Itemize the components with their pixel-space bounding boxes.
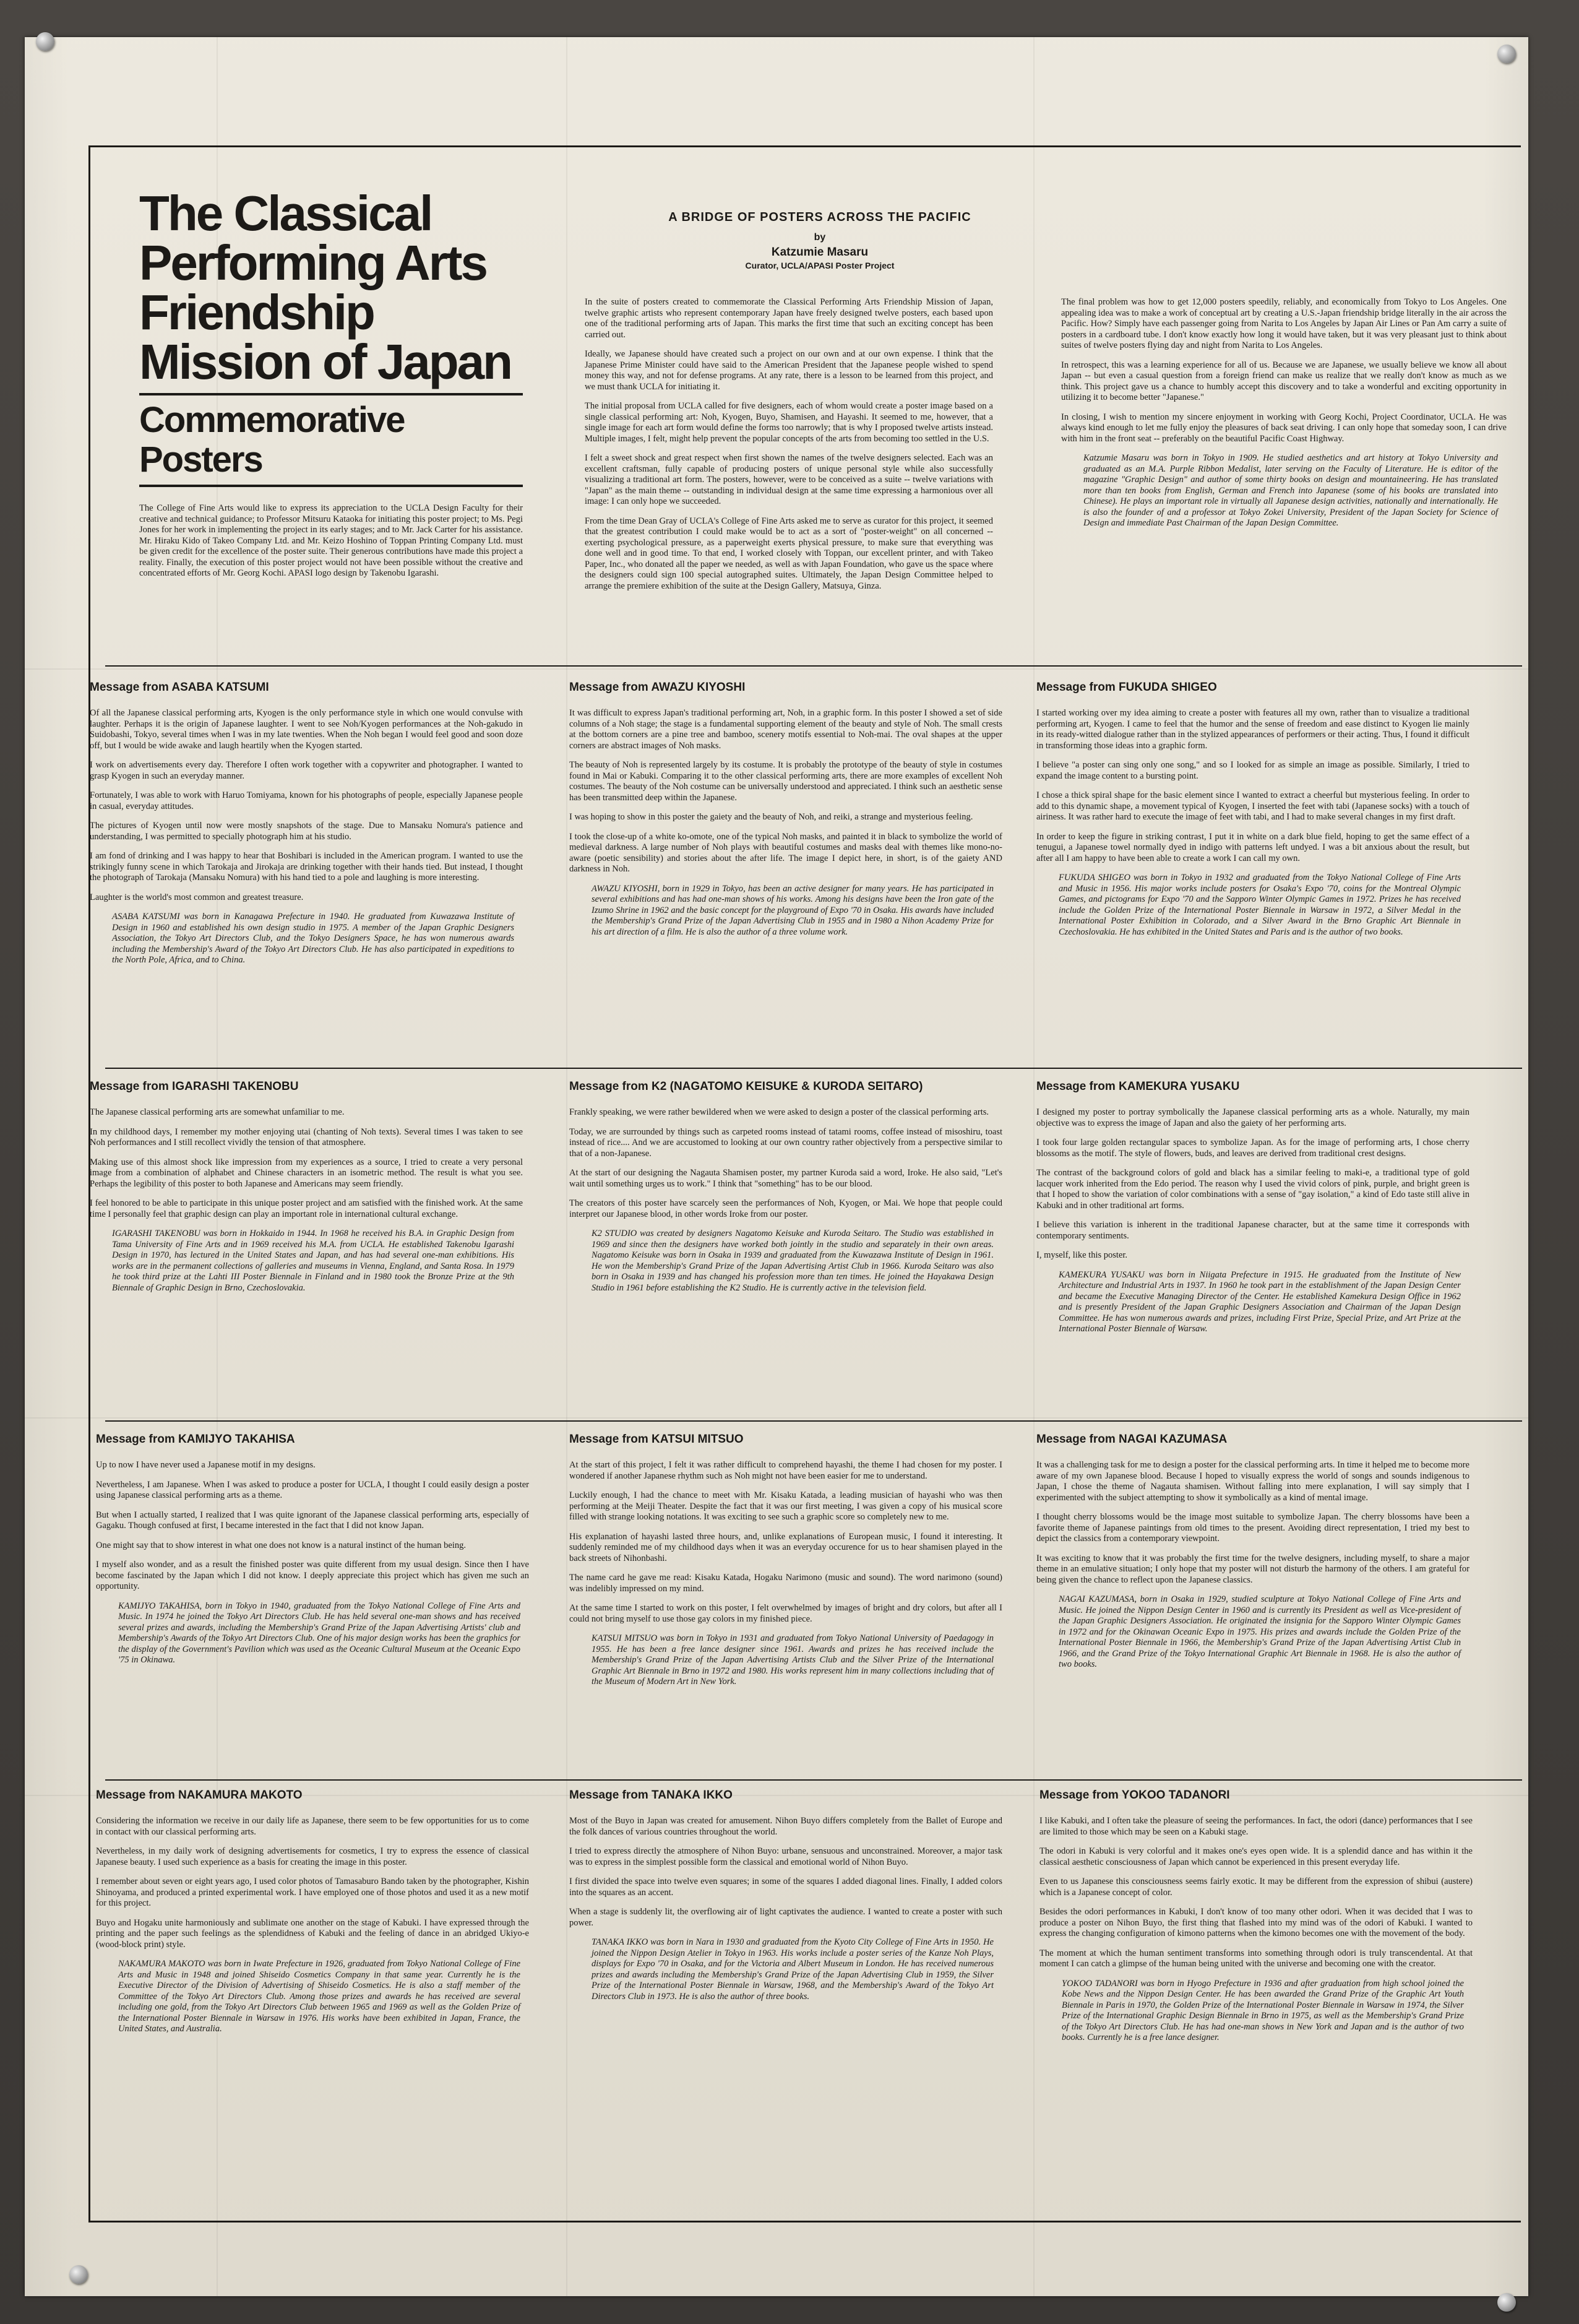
essay-paragraph: In retrospect, this was a learning experience for all of us. Because we are Japanese, we usually believe we know all about Japan -- but even a casual question from a foreign friend can make us realize that we really don't know as much as we think. This project gave us a chance to humbly accept this discovery and to take a wonderful and exciting opportunity in utilizing it to become better "Japanese." [1061,360,1507,402]
message-tanaka [569,1789,1002,2011]
designer-bio: TANAKA IKKO was born in Nara in 1930 and graduated from the Kyoto City College of Fine Arts in 1950. He joined the Nippon Design Atelier in Tokyo in 1963. His works include a poster series of the Kanze Noh Plays, displays for Expo '70 in Osaka, and for the Victoria and Albert Museum in London. He has received numerous prizes and awards including the Membership's Grand Prize of the Japan Advertising Club in 1959, the Silver Prize of the International Poster Biennale in Warsaw, 1968, and the Membership's Award of the Tokyo Art Directors Club in 1973. He is also the author of three books. [592,1937,994,2002]
message-paragraph: I like Kabuki, and I often take the pleasure of seeing the performances. In fact, the odori (dance) performances that I see are limited to those which may be seen on a Kabuki stage. [1039,1816,1473,1837]
message-paragraph: I tried to express directly the atmosphere of Nihon Buyo: urbane, sensuous and unconstrained. Moreover, a major task was to express in the simplest possible form the classical and emotional world of Nihon Buyo. [569,1846,1002,1867]
message-paragraph: The name card he gave me read: Kisaku Katada, Hogaku Narimono (music and sound). The word narimono (sound) was indelibly impressed on my mind. [569,1573,1002,1594]
essay-paragraph: In closing, I wish to mention my sincere enjoyment in working with Georg Kochi, Project Coordinator, UCLA. He was always kind enough to let me fully enjoy the pleasures of back seat driving. I can only hope that someday soon, I can drive with him in the front seat -- preferably on the beautiful Pacific Coast Highway. [1061,412,1507,444]
designer-bio: NAKAMURA MAKOTO was born in Iwate Prefecture in 1926, graduated from Tokyo National College of Fine Arts and Music in 1948 and joined Shiseido Cosmetics Company in that same year. Currently he is the Executive Director of the Division of Advertising of Shiseido Cosmetics. He is also a staff member of the Committee of the Tokyo Art Directors Club. Among those prizes and awards he has received are several including one gold, from the Tokyo Art Directors Club between 1965 and 1969 as well as the Golden Prize of the International Poster Biennale in Warsaw in 1976. His works have been exhibited in Japan, France, the United States, and Australia. [118,1959,520,2034]
message-paragraph: It was difficult to express Japan's traditional performing art, Noh, in a graphic form. In this poster I showed a set of side columns of a Noh stage; the stage is a fundamental supporting element of the beauty and style of Noh. The small crests at the bottom corners are a pine tree and bamboo, scenery motifs essential to Noh-mai. The oval shapes at the upper corners are abstract images of Noh masks. [569,708,1002,751]
fold-crease [25,1417,1528,1419]
message-heading: Message from YOKOO TADANORI [1039,1789,1230,1802]
message-paragraph: In order to keep the figure in striking contrast, I put it in white on a dark blue field, hoping to get the same effect of a tenugui, a Japanese towel normally dyed in indigo with patterns left undyed. I was a bit anxious about the result, but after all I am happy to have been able to create a work I can call my own. [1036,831,1469,863]
poster-subtitle: Commemorative Posters [139,400,405,480]
message-paragraph: I work on advertisements every day. Therefore I often work together with a copywriter and photographer. I wanted to grasp Kyogen in such an everyday manner. [90,760,523,781]
message-awazu [569,681,1002,946]
message-paragraph: I myself also wonder, and as a result the finished poster was quite different from my usual design. Since then I have become fascinated by the Japan which I did not know. I deeply appreciate this project which has given me such an opportunity. [96,1560,529,1591]
message-katsui [569,1433,1002,1696]
designer-bio: KAMEKURA YUSAKU was born in Niigata Prefecture in 1915. He graduated from the Institute of New Architecture and Industrial Arts in 1937. In 1960 he took part in the establishment of the Japan Design Center and became the Executive Managing Director of the Center. He established Kamekura Design Office in 1962 and is presently President of the Japan Graphic Designers Association and Chairman of the Japan Design Committee. He has won numerous awards and prizes, including First Prize, Special Prize, and Art Prize at the International Poster Biennale of Warsaw. [1059,1269,1461,1334]
curator-bio: Katzumie Masaru was born in Tokyo in 1909. He studied aesthetics and art history at Tokyo University and graduated as an M.A. Purple Ribbon Medalist, later serving on the Faculty of Literature. He is editor of the magazine "Graphic Design" and author of some thirty books on design and mountaineering. He has translated more than ten books from English, German and French into Japanese (some of his books are translated into Chinese). He plays an important role in virtually all Japanese design activities, nationally and internationally. He is also the founder of and a professor at Tokyo Zokei University, President of the Japan Society for Science of Design and immediate Past Chairman of the Japan Design Committee. [1083,453,1498,528]
message-paragraph: Fortunately, I was able to work with Haruo Tomiyama, known for his photographs of people, especially Japanese people in casual, everyday attitudes. [90,790,523,811]
message-paragraph: Most of the Buyo in Japan was created for amusement. Nihon Buyo differs completely from the Ballet of Europe and the folk dances of various countries throughout the world. [569,1816,1002,1837]
message-heading: Message from AWAZU KIYOSHI [569,681,746,694]
message-paragraph: I, myself, like this poster. [1036,1250,1127,1260]
message-paragraph: I took four large golden rectangular spaces to symbolize Japan. As for the image of performing arts, I chose cherry blossoms as the motif. The style of flowers, buds, and leaves are derived from traditional crest designs. [1036,1138,1469,1159]
essay-author-role: Curator, UCLA/APASI Poster Project [745,261,895,270]
section-divider [105,1068,1522,1069]
message-paragraph: Nevertheless, I am Japanese. When I was asked to produce a poster for UCLA, I thought I could easily design a poster using Japanese classical performing arts as a theme. [96,1479,529,1500]
message-heading: Message from NAKAMURA MAKOTO [96,1789,303,1802]
message-heading: Message from KATSUI MITSUO [569,1433,744,1446]
designer-bio: AWAZU KIYOSHI, born in 1929 in Tokyo, has been an active designer for many years. He has participated in several exhibitions and has had one-man shows of his works. Among his designs have been the Iron gate of the Izumo Shrine in 1962 and the basic concept for the playground of Expo '70 in Osaka. His awards have included the Membership's Grand Prize of the Japan Advertising Club in 1955 and in 1980 a Nihon Academy Prize for his art direction of a film. He is also the author of a three volume work. [592,883,994,937]
message-paragraph: I believe "a poster can sing only one song," and so I looked for as simple an image as possible. Similarly, I tried to expand the image content to a bursting point. [1036,760,1469,781]
message-paragraph: I took the close-up of a white ko-omote, one of the typical Noh masks, and painted it in black to symbolize the world of medieval darkness. A large number of Noh plays with beautiful costumes and masks deal with themes like mono-no-aware (poetic sensibility) and stories about the after life. The image I depict here, in short, is of the gaiety AND darkness in Noh. [569,831,1002,874]
essay-paragraph: The initial proposal from UCLA called for five designers, each of whom would create a poster image based on a single classical performing art: Noh, Kyogen, Buyo, Shamisen, and Hayashi. It seemed to me, however, that a single image for each art form would define the forms too narrowly; that is why I proposed twelve artists instead. Multiple images, I felt, might help prevent the popular concepts of the arts from becoming too settled in the U.S. [585,401,993,444]
message-paragraph: In my childhood days, I remember my mother enjoying utai (chanting of Noh texts). Several times I was taken to see Noh performances and I still recollect vividly the tension of that atmosphere. [90,1126,523,1147]
message-paragraph: Frankly speaking, we were rather bewildered when we were asked to design a poster of the classical performing arts. [569,1107,989,1117]
fold-crease [566,37,567,2296]
essay-column-left [585,297,993,600]
message-heading: Message from TANAKA IKKO [569,1789,733,1802]
message-paragraph: The contrast of the background colors of gold and black has a similar feeling to maki-e, a traditional type of gold lacquer work inherited from the Edo period. The reason why I used the vivid colors of pink, purple, and bright green is that I hoped to show the variation of color combinations with a sense of "gay isolation," a kind of Edo taste still alive in Kabuki and in other traditional art forms. [1036,1168,1469,1211]
message-paragraph: I feel honored to be able to participate in this unique poster project and am satisfied with the finished work. At the same time I personally feel that graphic design can play an important role in international cultural exchange. [90,1198,523,1219]
message-paragraph: Considering the information we receive in our daily life as Japanese, there seem to be few opportunities for us to come in contact with our classical performing arts. [96,1816,529,1837]
message-paragraph: It was exciting to know that it was probably the first time for the twelve designers, including myself, to share a major theme in an emulative situation; I only hope that my poster will not disturb the harmony of the others. I am grateful for being given the chance to reflect upon the Japanese classics. [1036,1553,1469,1585]
essay-paragraph: Ideally, we Japanese should have created such a project on our own and at our own expense. I think that the Japanese Prime Minister could have said to the American President that the Japanese people wished to spend money this way, and not for defense programs. At any rate, there is a lesson to be learned from this project, and we must thank UCLA for initiating it. [585,349,993,392]
message-paragraph: Besides the odori performances in Kabuki, I don't know of too many other odori. When it was decided that I was to produce a poster on Nihon Buyo, the first thing that flashed into my mind was of the odori of Kabuki. I wanted to express the changing configuration of kimono patterns when the kimono becomes one with the movement of the body. [1039,1907,1473,1938]
message-paragraph: I was hoping to show in this poster the gaiety and the beauty of Noh, and reiki, a strange and mysterious feeling. [569,812,973,822]
designer-bio: IGARASHI TAKENOBU was born in Hokkaido in 1944. In 1968 he received his B.A. in Graphic Design from Tama University of Fine Arts and in 1969 received his M.A. from UCLA. He established Takenobu Igarashi Design in 1970, has lectured in the United States and Japan, and has had several one-man exhibitions. His works are in the permanent collections of galleries and museums in Vienna, England, and Santa Rosa. In 1979 he took third prize at the Lahti III Poster Biennale in Finland and in 1980 took the Bronze Prize at the 9th Biennale of Graphic Design in Brno, Czechoslovakia. [112,1229,514,1293]
message-paragraph: Nevertheless, in my daily work of designing advertisements for cosmetics, I try to express the essence of classical Japanese beauty. I used such experience as a basis for creating the image in this poster. [96,1846,529,1867]
message-paragraph: The creators of this poster have scarcely seen the performances of Noh, Kyogen, or Mai. We hope that people could interpret our Japanese blood, in other words Iroke from our poster. [569,1198,1002,1219]
designer-bio: KAMIJYO TAKAHISA, born in Tokyo in 1940, graduated from the Tokyo National College of Fine Arts and Music. In 1974 he joined the Tokyo Art Directors Club. He has held several one-man shows and has received several prizes and awards, including the Membership's Grand Prize of the Japan Advertising Artists' club and Membership's Awards of the Tokyo Art Directors Club. One of his major design works has been the graphics for the display of the Government's Pavilion which was used as the Oceanic Cultural Museum at the Oceanic Expo '75 in Okinawa. [118,1600,520,1665]
message-paragraph: The beauty of Noh is represented largely by its costume. It is probably the prototype of the beauty of style in costumes found in Mai or Kabuki. Comparing it to the other classical performing arts, there are more examples of excellent Noh costumes. The beauty of the Noh costume can be universally understood and appreciated. I think such an aesthetic sense has been transmitted deep within the Japanese. [569,760,1002,803]
title-block [139,186,523,588]
push-pin-icon [1497,45,1516,63]
message-paragraph: When a stage is suddenly lit, the overflowing air of light captivates the audience. I wanted to create a poster with such power. [569,1907,1002,1928]
frame-line-top [88,145,1521,147]
message-paragraph: His explanation of hayashi lasted three hours, and, unlike explanations of European music, I found it interesting. It suddenly reminded me of my childhood days when it was an everyday occurence for us to hear shamisen played in the back streets of Nihonbashi. [569,1531,1002,1563]
push-pin-icon [36,32,54,51]
designer-bio: KATSUI MITSUO was born in Tokyo in 1931 and graduated from Tokyo National University of Paedagogy in 1955. He has been a free lance designer since 1961. Awards and prizes he has received include the Membership's Grand Prize of the Japan Advertising Artists Club and the Silver Prize of the International Graphic Art Biennale in Brno in 1972 and 1980. His works represent him in many collections including that of the Museum of Modern Art in New York. [592,1633,994,1687]
section-divider [105,665,1522,667]
message-paragraph: I remember about seven or eight years ago, I used color photos of Tamasaburo Bando taken by the photographer, Kishin Shinoyama, and produced a printed experimental work. I have employed one of those photos and used it as a new motif for this project. [96,1877,529,1908]
acknowledgement-text: The College of Fine Arts would like to express its appreciation to the UCLA Design Faculty for their creative and technical guidance; to Professor Mitsuru Kataoka for initiating this poster project; to Ms. Pegi Jones for her work in implementing the project in its early stages; and to Mr. Jack Carter for his assistance. Mr. Hiraku Kido of Takeo Company Ltd. and Mr. Keizo Hoshino of Toppan Printing Company Ltd. must be given credit for the excellence of the poster suite. Their generous contributions have made this project a reality. Finally, the execution of this poster project would not have been possible without the creative and concentrated efforts of Mr. Georg Kochi. APASI logo design by Takenobu Igarashi. [139,503,523,578]
message-heading: Message from FUKUDA SHIGEO [1036,681,1217,694]
essay-paragraph: I felt a sweet shock and great respect when first shown the names of the twelve designers selected. Each was an excellent craftsman, fully capable of producing posters of unique personal style while also successfully visualizing a traditional art form. The posters, however, were to be conceived as a suite -- twelve variations with "Japan" as the main theme -- outstanding in individual design at the same time expressing a harmonious over all image: I can only hope we succeeded. [585,453,993,506]
section-divider [105,1420,1522,1422]
message-paragraph: At the same time I started to work on this poster, I felt overwhelmed by images of bright and dry colors, but after all I could not bring myself to use those gay colors in my finished piece. [569,1603,1002,1624]
message-yokoo [1039,1789,1473,2052]
designer-bio: YOKOO TADANORI was born in Hyogo Prefecture in 1936 and after graduation from high school joined the Kobe News and the Nippon Design Center. He has been awarded the Grand Prize of the Graphic Art Youth Biennale in Paris in 1970, the Golden Prize of the International Poster Biennale in Warsaw in 1974, the Silver Prize of the International Graphic Design Biennale in Brno in 1975, as well as the Membership's Grand Prize of the Tokyo Art Directors Club. He has had one-man shows in New York and Japan and is the author of two books. Currently he is a free lance designer. [1062,1978,1464,2042]
message-paragraph: It was a challenging task for me to design a poster for the classical performing arts. In time it helped me to become more aware of my own Japanese blood. Because I hoped to visually express the world of songs and sounds indigenous to Japan, I chose the theme of Nagauta shamisen. Without falling into mere explanation, I will say simply that I experimented with the subject attempting to show it symbolically as a kind of mental image. [1036,1460,1469,1503]
message-heading: Message from K2 (NAGATOMO KEISUKE & KURODA SEITARO) [569,1080,923,1093]
message-paragraph: The odori in Kabuki is very colorful and it makes one's eyes open wide. It is a splendid dance and has within it the classical aesthetic consciousness of Japan which cannot be experienced in this present everyday life. [1039,1846,1473,1867]
message-heading: Message from IGARASHI TAKENOBU [90,1080,299,1093]
message-paragraph: Of all the Japanese classical performing arts, Kyogen is the only performance style in which one would convulse with laughter. Perhaps it is the origin of Japanese laughter. I went to see Noh/Kyogen performances at the Noh-gakudo in Suidobashi, Tokyo, several times when I was in my late twenties. When the Noh began I would feel good and soon doze off, but I would be wide awake and laugh heartily when the Kyogen started. [90,708,523,751]
bridge-essay-header [585,210,1055,270]
message-paragraph: The pictures of Kyogen until now were mostly snapshots of the stage. Due to Mansaku Nomura's patience and understanding, I was permitted to specially photograph him at his studio. [90,821,523,842]
message-paragraph: But when I actually started, I realized that I was quite ignorant of the Japanese classical performing arts, especially of Gagaku. Though confused at first, I became interested in the fact that I did not know Japan. [96,1510,529,1531]
message-igarashi [90,1080,523,1302]
message-heading: Message from NAGAI KAZUMASA [1036,1433,1228,1446]
title-rule [139,393,523,395]
push-pin-icon [69,2265,88,2284]
message-paragraph: The moment at which the human sentiment transforms into something through odori is truly transcendental. At that moment I can catch a glimpse of the human being united with the universe and becoming one with the creator. [1039,1948,1473,1969]
essay-byline: by [814,232,826,243]
designer-bio: K2 STUDIO was created by designers Nagatomo Keisuke and Kuroda Seitaro. The Studio was established in 1969 and since then the designers have worked both jointly in the studio and separately in their own areas. Nagatomo Keisuke was born in Osaka in 1939 and graduated from the Kuwazawa Institute of Design in 1961. He won the Membership's Grand Prize of the Japan Advertising Artist Club in 1966. Kuroda Seitaro was also born in Osaka in 1939 and has changed his profession more than ten times. He joined the Hayakawa Design Studio in 1961 before establishing the K2 Studio. He is currently active in the television field. [592,1229,994,1293]
message-paragraph: Buyo and Hogaku unite harmoniously and sublimate one another on the stage of Kabuki. I have expressed through the printing and the paper such feelings as the splendidness of Kabuki and the feeling of dance in an abridged Ukiyo-e (wood-block print) style. [96,1917,529,1950]
message-paragraph: Laughter is the world's most common and greatest treasure. [90,892,304,902]
essay-paragraph: In the suite of posters created to commemorate the Classical Performing Arts Friendship Mission of Japan, twelve graphic artists who represent contemporary Japan have freely designed twelve posters, each based upon one of the traditional performing arts of Japan. This marks the first time that such an exciting concept has been carried out. [585,297,993,340]
designer-bio: FUKUDA SHIGEO was born in Tokyo in 1932 and graduated from the Tokyo National College of Fine Arts and Music in 1956. His major works include posters for Osaka's Expo '70, coins for the Montreal Olympic Games, and pictograms for Expo '70 and the Sapporo Winter Olympic Games in 1972. Prizes he has received include the Golden Prize of the International Poster Biennale in Warsaw in 1972, a Silver Medal in the International Poster Exhibition in Colorado, and a Silver Award in the Brno Graphic Art Biennale in Czechoslovakia. He has exhibited in the United States and Paris and is the author of two books. [1059,873,1461,937]
essay-column-right [1061,297,1507,538]
message-kamekura [1036,1080,1469,1344]
message-paragraph: Up to now I have never used a Japanese motif in my designs. [96,1460,316,1470]
message-paragraph: At the start of this project, I felt it was rather difficult to comprehend hayashi, the theme I had chosen for my poster. I wondered if another Japanese rhythm such as Noh might not have been easier for me to understand. [569,1460,1002,1481]
message-paragraph: The Japanese classical performing arts are somewhat unfamiliar to me. [90,1107,345,1117]
message-heading: Message from KAMEKURA YUSAKU [1036,1080,1240,1093]
message-heading: Message from KAMIJYO TAKAHISA [96,1433,295,1446]
message-kamijyo [96,1433,529,1675]
message-nakamura [96,1789,529,2044]
poster-sheet [25,37,1528,2296]
message-paragraph: I designed my poster to portray symbolically the Japanese classical performing arts as a whole. Naturally, my main objective was to express the image of Japan and also the gaiety of her performing arts. [1036,1107,1469,1128]
message-heading: Message from ASABA KATSUMI [90,681,269,694]
message-paragraph: Even to us Japanese this consciousness seems fairly exotic. It may be different from the expression of shibui (austere) which is a Japanese concept of color. [1039,1877,1473,1898]
essay-title: A BRIDGE OF POSTERS ACROSS THE PACIFIC [668,210,971,224]
section-divider [105,1779,1522,1781]
message-paragraph: I started working over my idea aiming to create a poster with features all my own, rather than to visualize a traditional performing art, Kyogen. I came to feel that the humor and the sense of freedom and ease distinct to Kyogen lie mainly in its ready-witted dialogue rather than in the stylized appearances of performers or their acting. Thus, I found it difficult in transforming those ideas into a graphic form. [1036,708,1469,751]
title-rule [139,485,523,487]
push-pin-icon [1497,2293,1516,2312]
message-nagai [1036,1433,1469,1679]
designer-bio: ASABA KATSUMI was born in Kanagawa Prefecture in 1940. He graduated from Kuwazawa Institute of Design in 1960 and established his own design studio in 1975. A member of the Japan Graphic Designers Association, the Tokyo Art Directors Club, and the Tokyo Designers Space, he has won numerous awards including the Membership's Award of the Tokyo Art Directors Club. He has also participated in expeditions to the North Pole, Africa, and to China. [112,912,514,965]
message-paragraph: I thought cherry blossoms would be the image most suitable to symbolize Japan. The cherry blossoms have been a favorite theme of Japanese paintings from old times to the present. Avoiding direct representation, I tried my best to depict the classics from a contemporary viewpoint. [1036,1512,1469,1544]
message-paragraph: I first divided the space into twelve even squares; in some of the squares I added diagonal lines. Finally, I added colors into the squares as an accent. [569,1877,1002,1898]
poster-title: The Classical Performing Arts Friendship Mission of Japan [139,186,511,389]
message-paragraph: I am fond of drinking and I was happy to hear that Boshibari is included in the American program. I wanted to use the strikingly funny scene in which Tarokaja and Jirokaja are drinking together with their hands tied. But instead, I thought the photograph of Tarokaja (Mansaku Nomura) with his hand tied to a pole and laughing is more interesting. [90,851,523,883]
fold-crease [1033,37,1035,2296]
message-paragraph: I chose a thick spiral shape for the basic element since I wanted to extract a cheerful but mysterious feeling. In order to add to this dynamic shape, a movement typical of Kyogen, I inserted the feet with tabi (Japanese socks) with a touch of airiness. It was rather hard to execute the image of feet with tabi, and I had to make several changes in my first draft. [1036,790,1469,822]
essay-paragraph: From the time Dean Gray of UCLA's College of Fine Arts asked me to serve as curator for this project, it seemed that the greatest contribution I could make would be to act as a sort of "poster-weight" on all concerned -- exerting psychological pressure, as a paperweight exerts physical pressure, to make sure that everything was done well and in good time. To that end, I worked closely with Toppan, our excellent printer, and with Takeo Paper, Inc., who donated all the paper we needed, as well as with Japan Foundation, who gave us the space where the designers could sign 100 special autographed suites. Ultimately, the Japan Design Committee helped to arrange the premiere exhibition of the suite at the Design Gallery, Matsuya, Ginza. [585,516,993,591]
essay-author: Katzumie Masaru [771,246,869,259]
designer-bio: NAGAI KAZUMASA, born in Osaka in 1929, studied sculpture at Tokyo National College of Fine Arts and Music. He joined the Nippon Design Center in 1960 and is currently its President as well as Vice-president of the Japan Graphic Designers Association. He originated the insignia for the Sapporo Winter Olympic Games in 1972 and for the Okinawan Oceanic Expo in 1975. His prizes and awards include the Golden Prize of the International Poster Biennale in 1966, the Membership's Grand Prize of the Japan Advertising Artist Club in 1966, and the Grand Prize of the Tokyo International Graphic Art Biennale in 1968. He is also the author of two books. [1059,1594,1461,1669]
message-fukuda [1036,681,1469,946]
essay-paragraph: The final problem was how to get 12,000 posters speedily, reliably, and economically from Tokyo to Los Angeles. One appealing idea was to make a work of conceptual art by creating a U.S.-Japan friendship bridge literally in the air across the Pacific. How? Simply have each passenger going from Narita to Los Angeles by Japan Air Lines or Pan Am carry a suite of posters in a cardboard tube. I don't know exactly how long it would have taken, but it was very pleasant just to think about suites of twelve posters flying day and night from Narita to Los Angeles. [1061,297,1507,350]
frame-line-bottom [88,2221,1521,2222]
message-paragraph: At the start of our designing the Nagauta Shamisen poster, my partner Kuroda said a word, Iroke. He also said, "Let's wait until something urges us to work." I think that "something" has to be our blood. [569,1168,1002,1189]
message-paragraph: I believe this variation is inherent in the traditional Japanese character, but at the same time it corresponds with contemporary sentiments. [1036,1220,1469,1241]
message-paragraph: Today, we are surrounded by things such as carpeted rooms instead of tatami rooms, coffee instead of misoshiru, toast instead of rice.... And we are accustomed to looking at our own country rather objectively from a perspective similar to that of a non-Japanese. [569,1126,1002,1159]
fold-crease [25,668,1528,670]
message-paragraph: Making use of this almost shock like impression from my experiences as a source, I tried to create a very personal image from a combination of alphabet and Chinese characters in an isometric method. The result is what you see. Perhaps the legibility of this poster to both Japanese and Americans may seem friendly. [90,1157,523,1189]
message-k2 [569,1080,1002,1302]
message-asaba [90,681,523,975]
message-paragraph: Luckily enough, I had the chance to meet with Mr. Kisaku Katada, a leading musician of hayashi who was then performing at the Meiji Theater. Despite the fact that it was our first meeting, I was given a copy of his musical score filled with strange looking notations. It was exciting to see such a graphic score so completely new to me. [569,1490,1002,1522]
message-paragraph: One might say that to show interest in what one does not know is a natural instinct of the human being. [96,1540,467,1550]
